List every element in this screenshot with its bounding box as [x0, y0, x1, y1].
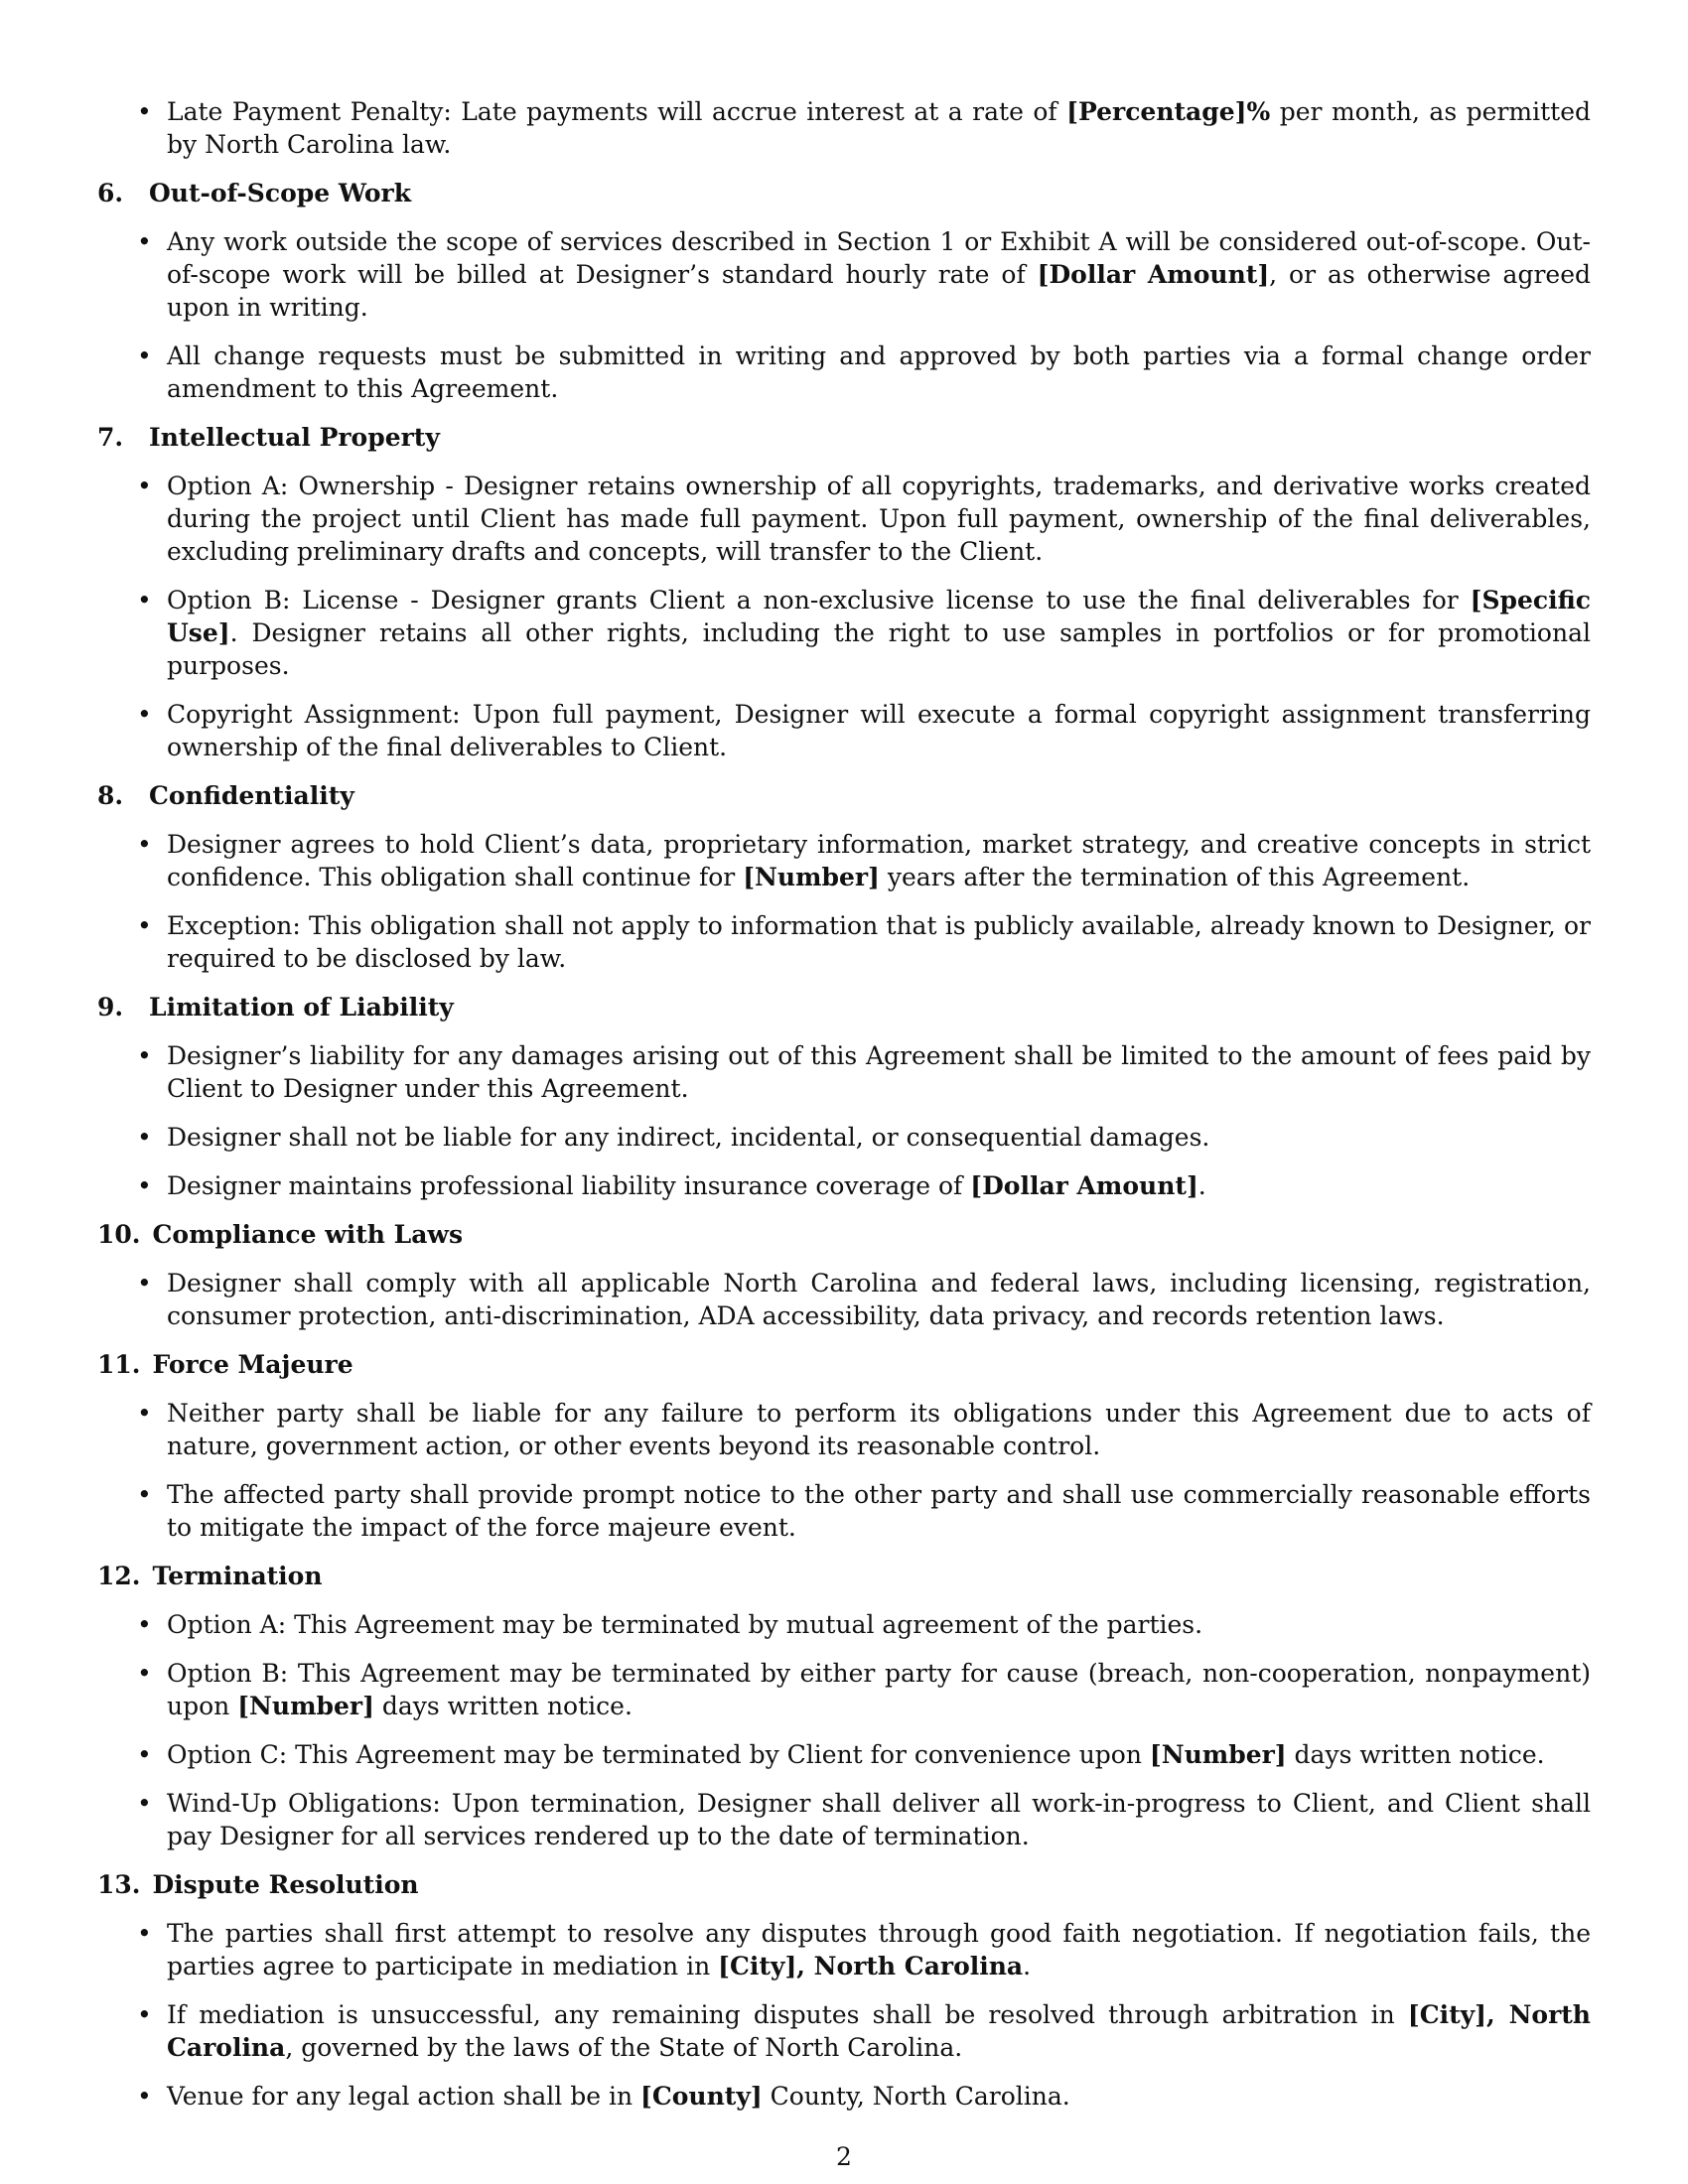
text-segment: Neither party shall be liable for any failure to perform its obligations under this Agreement due to acts of nature, government action, or other events beyond its reasonable control. — [167, 1399, 1591, 1460]
text-segment: years after the termination of this Agreement. — [879, 863, 1471, 891]
bullet-list — [97, 1917, 1591, 2113]
placeholder-field: [City], North Carolina — [718, 1952, 1024, 1980]
section-heading — [97, 1868, 1591, 1901]
text-segment: Venue for any legal action shall be in — [167, 2082, 641, 2111]
document-page — [97, 95, 1591, 2128]
list-item — [97, 1657, 1591, 1722]
list-item — [97, 1169, 1591, 1202]
text-segment: Option B: This Agreement may be terminated by either party for cause (breach, non-cooperation, nonpayment) upon — [167, 1659, 1591, 1720]
text-segment: days written notice. — [373, 1692, 633, 1720]
placeholder-field: [Dollar Amount] — [1037, 260, 1270, 289]
text-segment: Designer agrees to hold Client’s data, proprietary information, market strategy, and creative concepts in strict confidence. This obligation shall continue for — [167, 830, 1591, 891]
list-item — [97, 470, 1591, 568]
text-segment: Late Payment Penalty: Late payments will accrue interest at a rate of — [167, 97, 1067, 126]
section-heading — [97, 779, 1591, 812]
sections-container — [97, 177, 1591, 2113]
section-number: 13. — [97, 1870, 141, 1899]
section — [97, 1218, 1591, 1332]
list-item — [97, 1039, 1591, 1105]
page-number: 2 — [836, 2142, 852, 2171]
section — [97, 991, 1591, 1202]
list-item — [97, 1478, 1591, 1544]
section-title: Intellectual Property — [149, 423, 440, 452]
section-heading — [97, 1560, 1591, 1592]
section-title: Compliance with Laws — [152, 1220, 464, 1249]
placeholder-field: [County] — [640, 2082, 763, 2111]
list-item — [97, 225, 1591, 324]
list-item — [97, 95, 1591, 161]
list-item — [97, 909, 1591, 975]
section-title: Limitation of Liability — [149, 993, 454, 1022]
section-title: Dispute Resolution — [152, 1870, 419, 1899]
bullet-list — [97, 1039, 1591, 1202]
bullet-list — [97, 828, 1591, 975]
list-item — [97, 1397, 1591, 1462]
section-title: Termination — [152, 1562, 323, 1590]
section-heading — [97, 177, 1591, 209]
list-item — [97, 584, 1591, 682]
text-segment: Option B: License - Designer grants Client a non-exclusive license to use the final deliverables for — [167, 586, 1471, 614]
text-segment: County, North Carolina. — [762, 2082, 1070, 2111]
text-segment: per month, as permitted by North Carolina law. — [167, 97, 1591, 159]
section-number: 8. — [97, 781, 124, 810]
text-segment: Copyright Assignment: Upon full payment, Designer will execute a formal copyright assignment transferring ownership of the final deliverables to Client. — [167, 700, 1591, 761]
bullet-list — [97, 470, 1591, 763]
placeholder-field: [Specific Use] — [167, 586, 1591, 647]
list-item — [97, 1267, 1591, 1332]
text-segment: Any work outside the scope of services described in Section 1 or Exhibit A will be considered out-of-scope. Out-of-scope work will be billed at Designer’s standard hourly rate of — [167, 227, 1591, 289]
placeholder-field: [Number] — [237, 1692, 374, 1720]
list-item — [97, 1121, 1591, 1154]
text-segment: . — [1023, 1952, 1032, 1980]
section-number: 6. — [97, 179, 124, 207]
section-heading — [97, 421, 1591, 454]
section-number: 9. — [97, 993, 124, 1022]
text-segment: All change requests must be submitted in writing and approved by both parties via a formal change order amendment to this Agreement. — [167, 341, 1591, 403]
placeholder-field: [Percentage]% — [1066, 97, 1271, 126]
text-segment: , governed by the laws of the State of North Carolina. — [285, 2033, 963, 2062]
bullet-list — [97, 1267, 1591, 1332]
section-heading — [97, 991, 1591, 1024]
section — [97, 1868, 1591, 2113]
section-heading — [97, 1348, 1591, 1381]
text-segment: Option C: This Agreement may be terminated by Client for convenience upon — [167, 1740, 1150, 1769]
list-item — [97, 1787, 1591, 1852]
text-segment: . Designer retains all other rights, including the right to use samples in portfolios or for promotional purposes. — [167, 618, 1591, 680]
text-segment: Designer shall comply with all applicable North Carolina and federal laws, including licensing, registration, consumer protection, anti-discrimination, ADA accessibility, data privacy, and records retention laws. — [167, 1269, 1591, 1330]
list-item — [97, 828, 1591, 893]
placeholder-field: [Number] — [1149, 1740, 1287, 1769]
placeholder-field: [Dollar Amount] — [970, 1171, 1198, 1200]
text-segment: Option A: Ownership - Designer retains ownership of all copyrights, trademarks, and derivative works created during the project until Client has made full payment. Upon full payment, ownership of the final deliverables, excluding preliminary drafts and concepts, will transfer to the Client. — [167, 472, 1591, 566]
section-number: 10. — [97, 1220, 141, 1249]
section-title: Confidentiality — [149, 781, 354, 810]
bullet-list — [97, 1397, 1591, 1544]
text-segment: , or as otherwise agreed upon in writing. — [167, 260, 1591, 322]
section — [97, 421, 1591, 763]
text-segment: . — [1197, 1171, 1206, 1200]
list-item — [97, 698, 1591, 763]
text-segment: Designer’s liability for any damages arising out of this Agreement shall be limited to the amount of fees paid by Client to Designer under this Agreement. — [167, 1041, 1591, 1103]
text-segment: Designer maintains professional liability insurance coverage of — [167, 1171, 971, 1200]
text-segment: Wind-Up Obligations: Upon termination, Designer shall deliver all work-in-progress to Client, and Client shall pay Designer for all services rendered up to the date of termination. — [167, 1789, 1591, 1850]
text-segment: The parties shall first attempt to resolve any disputes through good faith negotiation. If negotiation fails, the parties agree to participate in mediation in — [167, 1919, 1591, 1980]
placeholder-field: [Number] — [743, 863, 880, 891]
section-number: 12. — [97, 1562, 141, 1590]
section-number: 7. — [97, 423, 124, 452]
section-heading — [97, 1218, 1591, 1251]
list-item — [97, 1738, 1591, 1771]
text-segment: The affected party shall provide prompt notice to the other party and shall use commercially reasonable efforts to mitigate the impact of the force majeure event. — [167, 1480, 1591, 1542]
text-segment: Designer shall not be liable for any indirect, incidental, or consequential damages. — [167, 1123, 1210, 1152]
text-segment: Option A: This Agreement may be terminated by mutual agreement of the parties. — [167, 1610, 1203, 1639]
intro-list — [97, 95, 1591, 161]
bullet-list — [97, 1608, 1591, 1852]
section-number: 11. — [97, 1350, 141, 1379]
list-item — [97, 1917, 1591, 1982]
section — [97, 177, 1591, 405]
section — [97, 779, 1591, 975]
bullet-list — [97, 225, 1591, 405]
list-item — [97, 1998, 1591, 2064]
list-item — [97, 1608, 1591, 1641]
list-item — [97, 2080, 1591, 2113]
section-title: Force Majeure — [152, 1350, 353, 1379]
placeholder-field: [City], North Carolina — [167, 2000, 1591, 2062]
section — [97, 1348, 1591, 1544]
section — [97, 1560, 1591, 1852]
section-title: Out-of-Scope Work — [149, 179, 412, 207]
list-item — [97, 340, 1591, 405]
text-segment: If mediation is unsuccessful, any remaining disputes shall be resolved through arbitration in — [167, 2000, 1408, 2029]
text-segment: Exception: This obligation shall not apply to information that is publicly available, already known to Designer, or required to be disclosed by law. — [167, 911, 1591, 973]
text-segment: days written notice. — [1286, 1740, 1545, 1769]
